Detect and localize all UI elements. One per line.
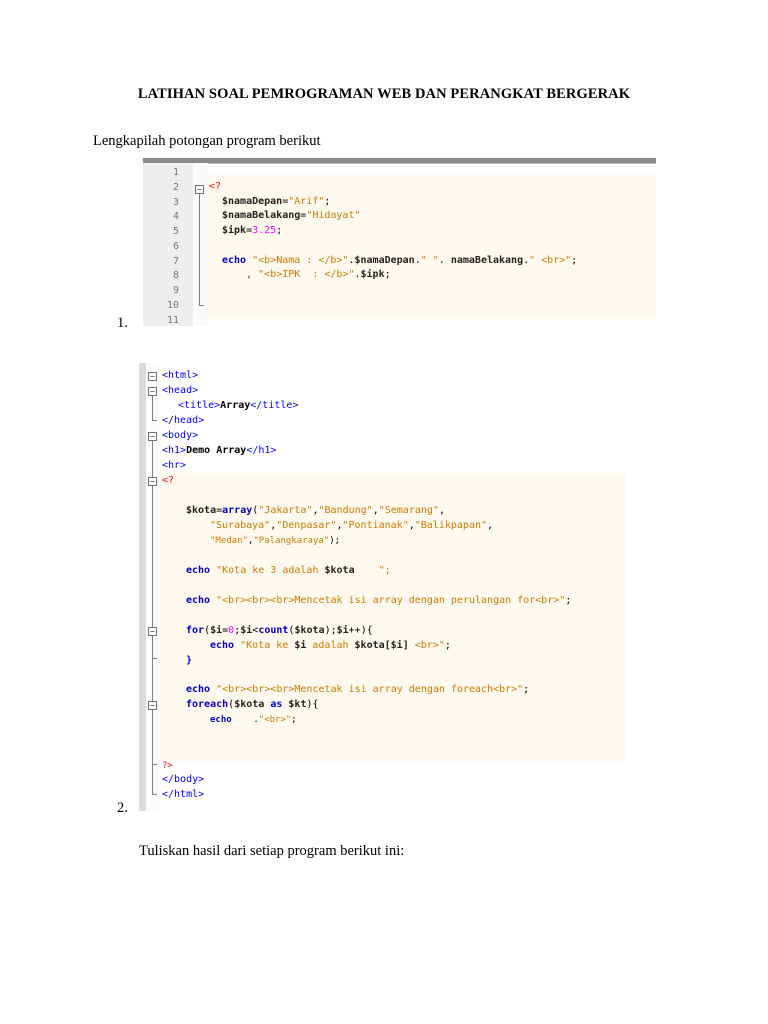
line-number: 10	[166, 300, 179, 311]
line-number: 3	[172, 197, 179, 208]
line-number: 8	[172, 270, 179, 281]
fold-collapse-icon[interactable]: −	[148, 701, 157, 710]
code-line-array-3: "Medan","Palangkaraya");	[210, 536, 341, 546]
line-number: 6	[172, 241, 179, 252]
code-screenshot-2	[139, 363, 625, 811]
code-line-for-close: }	[186, 655, 193, 666]
code-line-h1: <h1>Demo Array</h1>	[162, 445, 277, 456]
fold-end-marker	[199, 305, 204, 306]
fold-guide	[152, 396, 153, 420]
fold-margin	[193, 163, 208, 326]
editor-header-bar	[143, 158, 656, 164]
fold-end-marker	[152, 658, 157, 659]
fold-end-marker	[152, 420, 157, 421]
fold-end-marker	[152, 764, 157, 765]
code-line-body-open: <body>	[162, 430, 199, 441]
fold-collapse-icon[interactable]: −	[148, 372, 157, 381]
code-line-foreach: foreach($kota as $kt){	[186, 699, 319, 710]
line-number: 7	[172, 256, 179, 267]
code-line-array-2: "Surabaya","Denpasar","Pontianak","Balikpapan",	[210, 520, 494, 531]
line-number: 4	[172, 211, 179, 222]
code-line-echo-kota3: echo "Kota ke 3 adalah $kota ";	[186, 565, 391, 576]
code-line-echo-foreach: echo ."<br>";	[210, 715, 297, 725]
fold-margin	[146, 363, 160, 811]
code-line-echo-foreach-heading: echo "<br><br><br>Mencetak isi array dengan foreach<br>";	[186, 684, 530, 695]
line-number-gutter	[143, 163, 194, 326]
code-line-7: echo "<b>Nama : </b>".$namaDepan." ". namaBelakang." <br>";	[222, 255, 578, 266]
code-line-head-open: <head>	[162, 385, 199, 396]
line-gutter	[139, 363, 146, 811]
line-number: 9	[172, 285, 179, 296]
code-screenshot-1	[143, 158, 656, 326]
line-number: 5	[172, 226, 179, 237]
code-line-echo-for-heading: echo "<br><br><br>Mencetak isi array dengan perulangan for<br>";	[186, 595, 572, 606]
code-line-for: for($i=0;$i<count($kota);$i++){	[186, 625, 373, 636]
code-line-5: $ipk=3.25;	[222, 225, 283, 236]
fold-collapse-icon[interactable]: −	[148, 387, 157, 396]
item-number-2: 2.	[117, 800, 128, 816]
instruction-1: Lengkapilah potongan program berikut	[93, 133, 321, 149]
fold-collapse-icon[interactable]: −	[195, 185, 204, 194]
code-line-echo-loop: echo "Kota ke $i adalah $kota[$i] <br>";	[210, 640, 451, 651]
instruction-2: Tuliskan hasil dari setiap program berikut ini:	[139, 843, 405, 859]
line-number: 1	[172, 167, 179, 178]
document-title: LATIHAN SOAL PEMROGRAMAN WEB DAN PERANGKAT BERGERAK	[137, 86, 631, 102]
code-line-php-open: <?	[162, 475, 175, 486]
fold-guide	[152, 486, 153, 764]
code-line-html-close: </html>	[162, 789, 205, 800]
fold-collapse-icon[interactable]: −	[148, 432, 157, 441]
code-line-3: $namaDepan="Arif";	[222, 196, 331, 207]
item-number-1: 1.	[117, 315, 128, 331]
code-line-8: , "<b>IPK : </b>".$ipk;	[246, 269, 391, 280]
code-line-title: <title>Array</title>	[178, 400, 299, 411]
code-line-body-close: </body>	[162, 774, 205, 785]
fold-collapse-icon[interactable]: −	[148, 477, 157, 486]
code-line-2: <?	[209, 181, 222, 192]
code-line-array-1: $kota=array("Jakarta","Bandung","Semarang",	[186, 505, 445, 516]
line-number: 11	[166, 315, 179, 326]
line-number: 2	[172, 182, 179, 193]
code-line-head-close: </head>	[162, 415, 205, 426]
fold-collapse-icon[interactable]: −	[148, 627, 157, 636]
fold-end-marker	[152, 794, 157, 795]
fold-guide	[199, 194, 200, 305]
code-line-html-open: <html>	[162, 370, 199, 381]
code-line-hr: <hr>	[162, 460, 187, 471]
code-line-php-close: ?>	[162, 761, 173, 771]
code-line-4: $namaBelakang="Hidayat"	[222, 210, 361, 221]
